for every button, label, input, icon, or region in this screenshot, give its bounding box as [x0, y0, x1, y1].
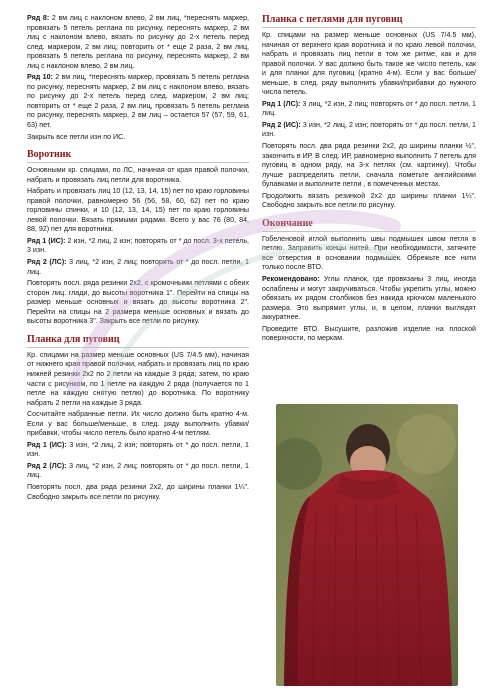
button-band-repeat: Повторять посл. два ряда резинки 2х2, до ширины планки 1¼". Свободно закрыть все петли по рисунку.	[27, 482, 249, 501]
sweater-photo	[276, 404, 458, 686]
buttonhole-band-row-1-text: 3 лиц, *2 изн, 2 лиц; повторять от * до посл. петли, 1 лиц.	[262, 99, 476, 118]
collar-row-1	[27, 237, 249, 256]
collar-row-2-label: Ряд 2 (ЛС):	[27, 258, 67, 267]
collar-row-2	[27, 258, 249, 277]
sweater-photo-illustration	[276, 404, 458, 686]
row-10-text: 2 вм лиц, *переснять маркер, провязать 5 петель реглана по рисунку, переснять маркер, 2 вм лиц с наклоном влево, вязать по рисунку до 2-х петель перед след. маркером, 2 вм лиц; повторить от * еще 2 раза, 2 вм лиц, провязать 5 петель реглана по рисунку, переснять маркер, 2 вм лиц – остается 57 (57, 59, 61, 63) пет.	[27, 73, 249, 130]
recommendation-label: Рекомендовано:	[262, 275, 320, 284]
row-8-label: Ряд 8:	[27, 14, 50, 22]
collar-row-2-text: 3 лиц, *2 изн, 2 лиц; повторять от * до посл. петли, 1 лиц.	[27, 258, 249, 276]
buttonhole-band-row-2-label: Ряд 2 (ИС):	[262, 120, 301, 129]
buttonhole-band-heading: Планка с петлями для пуговиц	[262, 14, 476, 28]
button-band-row-1	[27, 441, 249, 460]
buttonhole-band-holes: Повторять посл. два ряда резинки 2х2, до ширины планки ½", закончить в ИР. В след. ИР, равномерно выполнить 7 петель для пуговиц в одном ряду, на 3-х петлях (см. картинку). Чтобы лучше распределить петли, сначала пометьте английскими булавками и выполните петли , в помеченных местах.	[262, 142, 476, 189]
button-band-row-2	[27, 462, 249, 481]
close-note: Закрыть все петли изн по ИС.	[27, 132, 126, 141]
button-band-row-2-text: 3 лиц, *2 изн, 2 лиц; повторять от * до посл. петли, 1 лиц.	[27, 461, 249, 480]
buttonhole-band-row-1-label: Ряд 1 (ЛС):	[262, 99, 301, 108]
buttonhole-band-row-2	[262, 121, 476, 140]
left-column	[27, 14, 249, 504]
row-10-paragraph	[27, 73, 249, 130]
finishing-heading: Окончание	[262, 218, 476, 232]
collar-intro: Основными кр. спицами, по ЛС, начиная от края правой полочки, набрать и провязать лиц петли для воротника.	[27, 166, 249, 184]
finishing-blocking: Проведите ВТО. Высушите, разложив изделие на плоской поверхности, по меркам.	[262, 324, 476, 343]
button-band-count: Сосчитайте набранные петли. Их число должно быть кратно 4-м. Если у вас больше/меньше, в след. ряду выполнить убавки/прибавки, чтобы число петель было кратно 4-м петлям.	[27, 410, 249, 438]
row-10-label: Ряд 10:	[27, 73, 53, 82]
buttonhole-band-pickup: Кр. спицами на размер меньше основных (US 7/4.5 мм), начиная от верхнего края воротника и по краю левой полочки, набрать и провязать лиц петли в том же ритме, как и для правой полочки. У вас должно быть такое же число петель, как и для планки для пуговиц (кратно 4-м). Если у вас больше/меньше, в след. ряду выполнить убавки/прибавки до нужного числа петель.	[262, 31, 476, 97]
recommendation-text: Углы планок, где провязаны 3 лиц, иногда ослаблены и могут закручиваться. Чтобы укрепить углы, можно обвязать их рядом столбиков без накида крючком маленького размера. Это выпрямит углы, и, в целом, планки выглядят аккуратнее.	[262, 275, 476, 322]
button-band-row-2-label: Ряд 2 (ЛС):	[27, 461, 67, 470]
finishing-seams: Гобеленовой иглой выполнить швы подмышек швом петля в петлю. Заправить концы нитей. При необходимости, затяните все отверстия в основании подмышек. Обрежьте все нити только после ВТО.	[262, 234, 476, 272]
button-band-row-1-text: 3 изн, *2 лиц, 2 изн; повторять от * до посл. петли, 1 изн.	[27, 440, 249, 459]
button-band-heading: Планка для пуговиц	[27, 334, 249, 348]
right-column	[262, 14, 476, 346]
collar-row-1-label: Ряд 1 (ИС):	[27, 236, 66, 245]
collar-pickup: Набрать и провязать лиц 10 (12, 13, 14, 15) пет по краю горловины правой полочки, равномерно 56 (56, 58, 60, 62) пет по краю горловины спинки, и 10 (12, 13, 14, 15) пет по краю горловины левой полочки. Вязать прямыми рядами. Всего у вас 76 (80, 84, 88, 92) пет для воротника.	[27, 187, 249, 234]
collar-repeat: Повторять посл. ряда резинки 2х2, с кромочными петлями с обеих сторон лиц. глади, до высоты воротника 1". Перейти на спицы на размер меньше основных и вязать до высоты воротника 2". Перейти на спицы на 2 размера меньше основных и вязать до высоты воротника 3". Закрыть все петли по рисунку.	[27, 279, 249, 326]
collar-row-1-text: 2 изн, *2 лиц, 2 изн; повторять от * до посл. 3-х петель, 3 изн.	[27, 236, 249, 255]
buttonhole-band-finish: Продолжить вязать резинкой 2х2 до ширины планки 1¼". Свободно закрыть все петли по рисунку.	[262, 191, 476, 210]
finishing-recommendation	[262, 275, 476, 323]
row-8-text: 2 вм лиц с наклоном влево, 2 вм лиц, *переснять маркер, провязать 5 петель реглана по рисунку, переснять маркер, 2 вм лиц с наклоном влево, вязать по рисунку до 2-х петель перед след. маркером, 2 вм лиц; повторить от * еще 2 раза, 2 вм лиц, провязать 5 петель реглана по рисунку, переснять маркер, 2 вм лиц с наклоном влево, 2 вм лиц.	[27, 14, 249, 70]
collar-heading: Воротник	[27, 149, 249, 163]
button-band-row-1-label: Ряд 1 (ИС):	[27, 440, 67, 449]
row-8-paragraph	[27, 14, 249, 71]
buttonhole-band-row-1	[262, 100, 476, 119]
buttonhole-band-row-2-text: 3 изн, *2 лиц, 2 изн; повторять от * до посл. петли, 1 изн.	[262, 120, 476, 139]
button-band-pickup: Кр. спицами на размер меньше основных (US 7/4.5 мм), начиная от нижнего края правой полочки, набрать и провязать лиц по краю нижней резинки 2х2 по 2 петли на каждые 3 ряда; затем, по краю части с рисунком, по 1 петле на каждую 2 ряда (получается по 1 петле на каждую снятую петлю) до воротника. По воротнику набрать 2 петли на каждые 3 ряда.	[27, 350, 249, 407]
